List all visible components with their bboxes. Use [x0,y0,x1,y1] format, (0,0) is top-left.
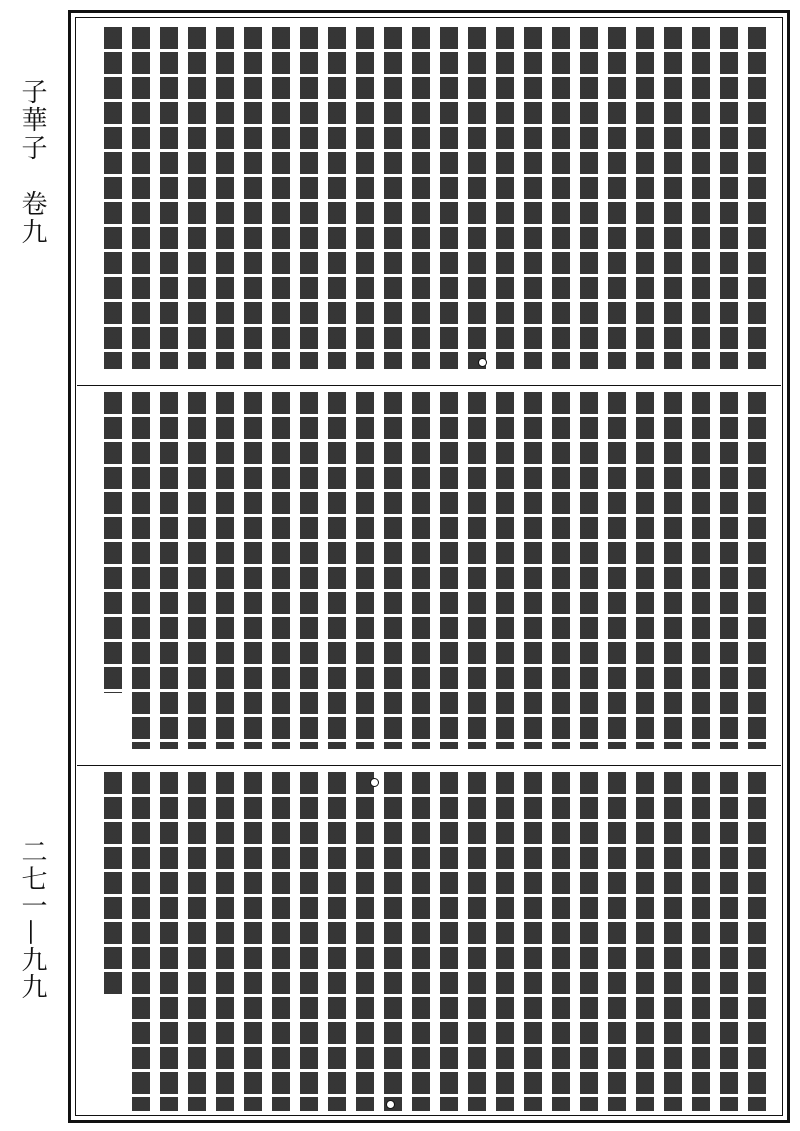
text-column [99,772,127,995]
text-column [491,27,519,369]
text-column [435,27,463,369]
text-column [99,27,127,369]
text-column [659,772,687,1111]
text-column [351,392,379,749]
text-column [127,392,155,749]
text-column [659,27,687,369]
text-column [351,27,379,369]
text-column [155,772,183,1111]
text-column [267,27,295,369]
text-column [323,27,351,369]
text-column [463,392,491,749]
text-register-middle [77,385,781,753]
text-column [547,772,575,1111]
text-column [715,392,743,749]
text-register-upper [77,21,781,373]
text-column [491,772,519,1111]
punctuation-circle [386,1100,395,1109]
text-column [379,27,407,369]
text-column [267,392,295,749]
text-column [519,772,547,1111]
punctuation-circle [478,358,487,367]
text-column [743,772,771,1111]
page-folio: 二七一—九九 [17,838,47,1000]
text-column [239,392,267,749]
text-column [631,392,659,749]
text-column [323,392,351,749]
text-column [631,27,659,369]
text-register-lower [77,765,781,1115]
text-column [99,392,127,693]
text-column [239,27,267,369]
running-title: 子華子 卷九 [17,78,47,246]
text-column [491,392,519,749]
text-column [379,392,407,749]
text-frame [68,10,790,1123]
text-column [183,392,211,749]
text-column [715,772,743,1111]
text-column [575,27,603,369]
text-column [379,772,407,1111]
text-column [211,772,239,1111]
text-column [575,772,603,1111]
text-column [743,27,771,369]
punctuation-circle [370,778,379,787]
text-column [267,772,295,1111]
text-column [155,27,183,369]
text-column [687,772,715,1111]
text-column [295,772,323,1111]
text-column [575,392,603,749]
text-column [603,772,631,1111]
text-column [687,27,715,369]
text-column [463,772,491,1111]
text-column [519,27,547,369]
text-column [435,392,463,749]
text-column [687,392,715,749]
text-column [659,392,687,749]
text-column [127,27,155,369]
text-column [547,27,575,369]
text-column [239,772,267,1111]
text-column [127,772,155,1111]
text-column [407,27,435,369]
text-column [323,772,351,1111]
text-column [407,392,435,749]
text-column [631,772,659,1111]
text-column [155,392,183,749]
text-column [715,27,743,369]
text-column [183,772,211,1111]
text-column [351,772,379,1111]
text-column [743,392,771,749]
text-column [211,392,239,749]
text-column [295,392,323,749]
text-column [603,27,631,369]
text-column [519,392,547,749]
text-column [463,27,491,369]
text-column [211,27,239,369]
text-column [407,772,435,1111]
text-column [435,772,463,1111]
text-column [603,392,631,749]
text-column [547,392,575,749]
text-column [183,27,211,369]
text-column [295,27,323,369]
